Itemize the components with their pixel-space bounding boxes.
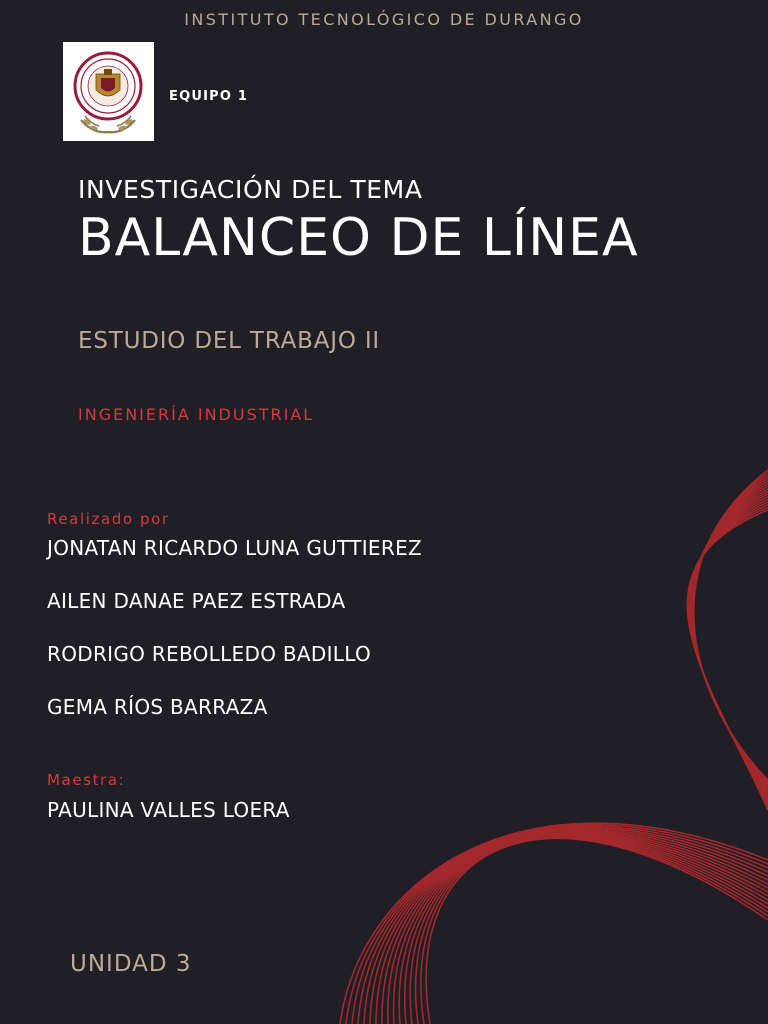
course-name: ESTUDIO DEL TRABAJO II bbox=[78, 328, 381, 354]
page-title: BALANCEO DE LÍNEA bbox=[78, 208, 639, 268]
teacher-label: Maestra: bbox=[47, 771, 126, 789]
wave-line bbox=[690, 494, 768, 798]
institute-name: INSTITUTO TECNOLÓGICO DE DURANGO bbox=[184, 10, 584, 29]
wave-line bbox=[691, 486, 768, 792]
wave-line bbox=[689, 499, 768, 802]
wave-line bbox=[346, 825, 768, 1024]
institute-seal-icon bbox=[63, 42, 154, 141]
topic-subtitle: INVESTIGACIÓN DEL TEMA bbox=[78, 175, 423, 204]
wave-line bbox=[691, 491, 768, 796]
author-name: GEMA RÍOS BARRAZA bbox=[47, 695, 268, 719]
wave-line bbox=[690, 497, 768, 800]
author-name: JONATAN RICARDO LUNA GUTTIEREZ bbox=[47, 536, 423, 560]
wave-line bbox=[691, 489, 768, 794]
wave-line bbox=[382, 832, 768, 1024]
institute-logo bbox=[63, 42, 154, 141]
unit-label: UNIDAD 3 bbox=[70, 951, 192, 977]
wave-line bbox=[689, 502, 768, 804]
author-name: AILEN DANAE PAEZ ESTRADA bbox=[47, 589, 346, 613]
authors-label: Realizado por bbox=[47, 510, 170, 528]
team-label: EQUIPO 1 bbox=[169, 89, 249, 104]
wave-line bbox=[688, 505, 768, 806]
wave-line bbox=[416, 837, 768, 1024]
career-name: INGENIERÍA INDUSTRIAL bbox=[78, 405, 315, 424]
author-name: RODRIGO REBOLLEDO BADILLO bbox=[47, 642, 372, 666]
teacher-name: PAULINA VALLES LOERA bbox=[47, 798, 290, 822]
